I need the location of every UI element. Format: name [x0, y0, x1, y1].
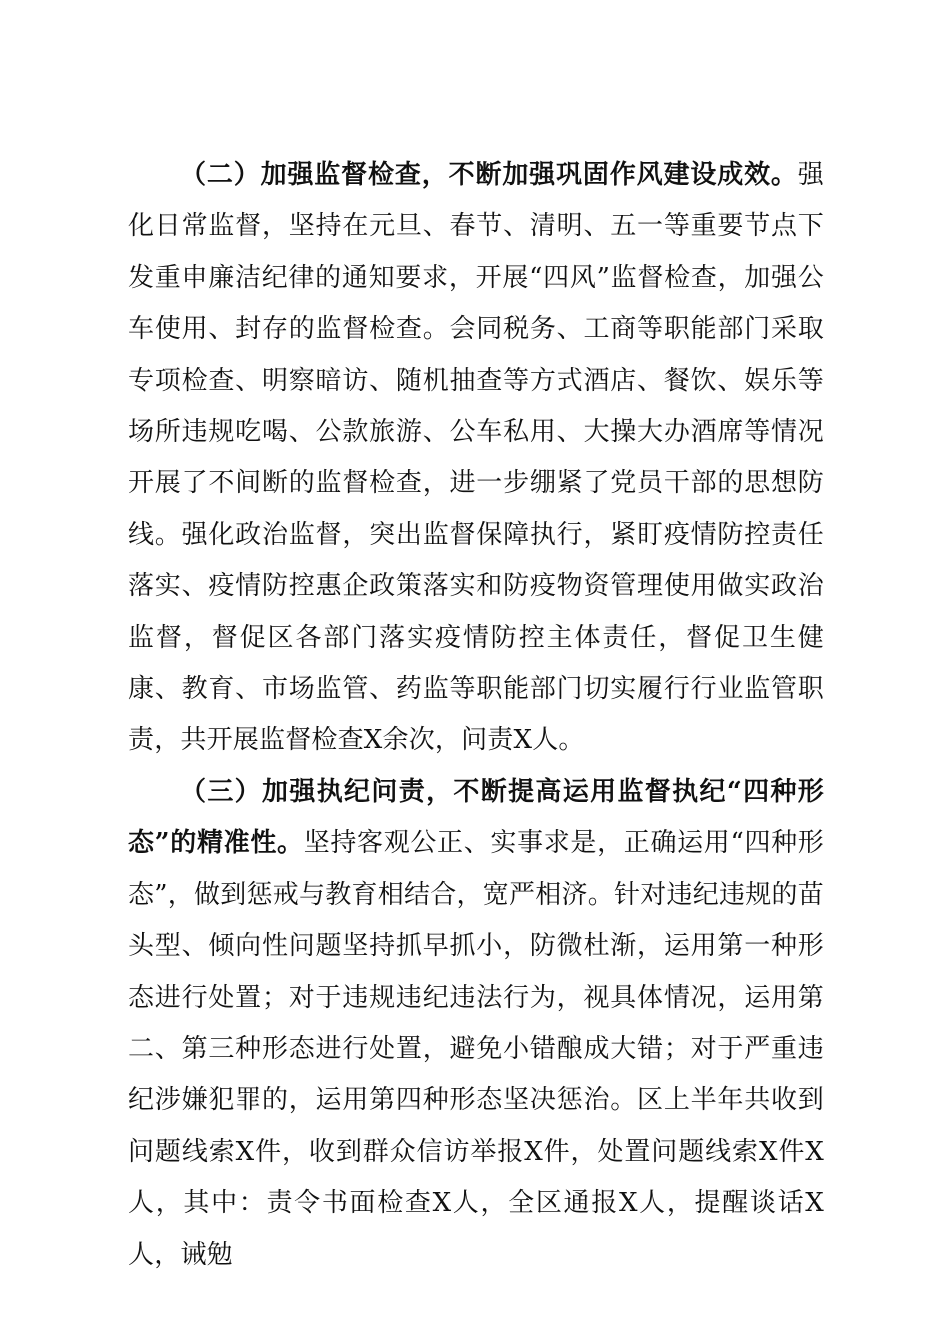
document-body [128, 150, 824, 1281]
paragraph-supervision [128, 150, 824, 767]
paragraph-discipline [128, 767, 824, 1281]
paragraph-heading: （二）加强监督检查，不断加强巩固作风建设成效。 [180, 160, 798, 190]
paragraph-text: 坚持客观公正、实事求是，正确运用“四种形态”，做到惩戒与教育相结合，宽严相济。针对违纪违规的苗头型、倾向性问题坚持抓早抓小，防微杜渐，运用第一种形态进行处置；对于违规违纪违法行为，视具体情况，运用第二、第三种形态进行处置，避免小错酿成大错；对于严重违纪涉嫌犯罪的，运用第四种形态坚决惩治。区上半年共收到问题线索X件，收到群众信访举报X件，处置问题线索X件X人，其中：责令书面检查X人，全区通报X人，提醒谈话X人，诫勉 [128, 828, 825, 1270]
paragraph-text: 强化日常监督，坚持在元旦、春节、清明、五一等重要节点下发重申廉洁纪律的通知要求，开展“四风”监督检查，加强公车使用、封存的监督检查。会同税务、工商等职能部门采取专项检查、明察暗访、随机抽查等方式酒店、餐饮、娱乐等场所违规吃喝、公款旅游、公车私用、大操大办酒席等情况开展了不间断的监督检查，进一步绷紧了党员干部的思想防线。强化政治监督，突出监督保障执行，紧盯疫情防控责任落实、疫情防控惠企政策落实和防疫物资管理使用做实政治监督，督促区各部门落实疫情防控主体责任，督促卫生健康、教育、市场监管、药监等职能部门切实履行行业监管职责，共开展监督检查X余次，问责X人。 [128, 160, 824, 756]
paragraph-heading: （三）加强执纪问责，不断提高运用监督执纪“四种形态”的精准性。 [128, 776, 824, 859]
